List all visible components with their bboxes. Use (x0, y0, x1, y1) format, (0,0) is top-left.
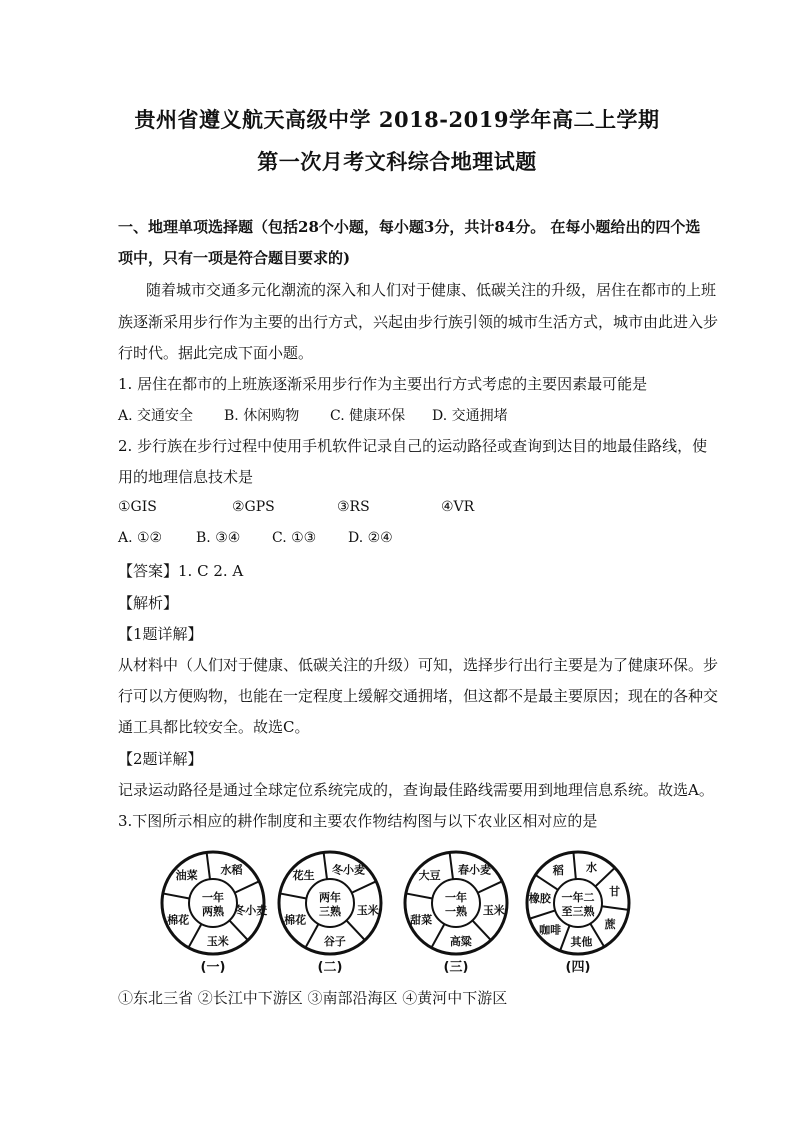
q2-item-4: ④VR (441, 499, 475, 515)
crop-label: 咖啡 (539, 923, 562, 937)
crop-wheel-4 (527, 852, 629, 975)
q2-option-b: B. ③④ (196, 530, 241, 546)
crop-label: 橡胶 (528, 891, 551, 905)
crop-wheel-2 (279, 852, 381, 975)
answer-line: 【答案】1. C 2. A (118, 562, 244, 580)
crop-label: 甜菜 (410, 913, 433, 927)
farming-system-label: 一年 (202, 891, 224, 904)
q2-detail-heading: 【2题详解】 (118, 750, 203, 768)
passage-line1: 随着城市交通多元化潮流的深入和人们对于健康、低碳关注的升级，居住在都市的上班 (146, 281, 717, 299)
farming-system-label: 两熟 (202, 905, 224, 918)
q1-detail-line1: 从材料中（人们对于健康、低碳关注的升级）可知，选择步行出行主要是为了健康环保。步 (118, 656, 719, 674)
section-heading-line2: 项中，只有一项是符合题目要求的) (118, 249, 351, 267)
crop-wheel-1 (162, 852, 267, 975)
farming-system-label: 一年 (445, 891, 467, 904)
crop-label: 油菜 (175, 868, 198, 882)
crop-label: 蔗 (604, 918, 616, 932)
crop-label: 春小麦 (458, 863, 492, 877)
q1-option-b: B. 休闲购物 (224, 408, 300, 424)
exam-title-line1: 贵州省遵义航天高级中学 2018-2019学年高二上学期 (134, 107, 660, 132)
crop-label: 高粱 (449, 935, 472, 949)
crop-label: 玉米 (206, 935, 229, 949)
q2-option-d: D. ②④ (348, 530, 393, 546)
question-1-stem: 1. 居住在都市的上班族逐渐采用步行作为主要出行方式考虑的主要因素最可能是 (118, 375, 648, 393)
crop-label: 冬小麦 (332, 863, 366, 877)
question-2-stem-line2: 用的地理信息技术是 (118, 468, 254, 486)
crop-label: 水 (586, 860, 598, 874)
crop-label: 棉花 (284, 913, 307, 927)
exam-title-line2: 第一次月考文科综合地理试题 (257, 149, 537, 174)
q1-option-c: C. 健康环保 (330, 408, 406, 424)
analysis-heading: 【解析】 (118, 594, 179, 612)
crop-label: 花生 (292, 868, 315, 882)
crop-label: 棉花 (167, 913, 190, 927)
q1-detail-line3: 通工具都比较安全。故选C。 (118, 718, 310, 736)
farming-system-label: 至三熟 (561, 905, 595, 918)
q1-option-d: D. 交通拥堵 (432, 408, 508, 424)
diagram-caption: (二) (317, 960, 343, 975)
q1-detail-line2: 行可以方便购物，也能在一定程度上缓解交通拥堵，但这都不是最主要原因；现在的各种交 (118, 687, 719, 705)
question-2-stem-line1: 2. 步行族在步行过程中使用手机软件记录自己的运动路径或查询到达目的地最佳路线，使 (118, 437, 708, 455)
crop-label: 其他 (570, 935, 593, 949)
passage-line2: 族逐渐采用步行作为主要的出行方式，兴起由步行族引领的城市生活方式，城市由此进入步 (118, 313, 719, 331)
q2-option-a: A. ①② (118, 530, 163, 546)
q2-option-c: C. ①③ (272, 530, 317, 546)
crop-wheel-3 (405, 852, 507, 975)
crop-label: 谷子 (323, 935, 346, 949)
passage-line3: 行时代。据此完成下面小题。 (118, 344, 314, 362)
q2-item-3: ③RS (337, 499, 370, 515)
question-3-stem: 3.下图所示相应的耕作制度和主要农作物结构图与以下农业区相对应的是 (118, 812, 598, 830)
crop-label: 大豆 (418, 868, 441, 882)
farming-system-label: 三熟 (319, 905, 341, 918)
crop-label: 甘 (609, 885, 621, 899)
q1-detail-heading: 【1题详解】 (118, 625, 203, 643)
crop-label: 稻 (552, 863, 564, 877)
farming-system-label: 两年 (319, 891, 341, 904)
crop-label: 冬小麦 (234, 904, 268, 918)
crop-structure-diagrams (0, 845, 794, 985)
crop-label: 玉米 (356, 904, 379, 918)
region-options: ①东北三省 ②长江中下游区 ③南部沿海区 ④黄河中下游区 (118, 989, 508, 1007)
section-heading-line1: 一、地理单项选择题（包括28个小题，每小题3分，共计84分。 在每小题给出的四个选 (118, 218, 701, 236)
farming-system-label: 一熟 (445, 905, 467, 918)
diagram-caption: (三) (443, 960, 469, 975)
diagram-caption: (四) (565, 960, 591, 975)
farming-system-label: 一年二 (561, 891, 595, 904)
crop-label: 玉米 (482, 904, 505, 918)
diagram-caption: (一) (200, 960, 226, 975)
crop-label: 水稻 (220, 863, 243, 877)
q1-option-a: A. 交通安全 (118, 408, 194, 424)
q2-item-2: ②GPS (232, 499, 275, 515)
q2-item-1: ①GIS (118, 499, 157, 515)
q2-detail-line1: 记录运动路径是通过全球定位系统完成的，查询最佳路线需要用到地理信息系统。故选A。 (118, 781, 714, 799)
